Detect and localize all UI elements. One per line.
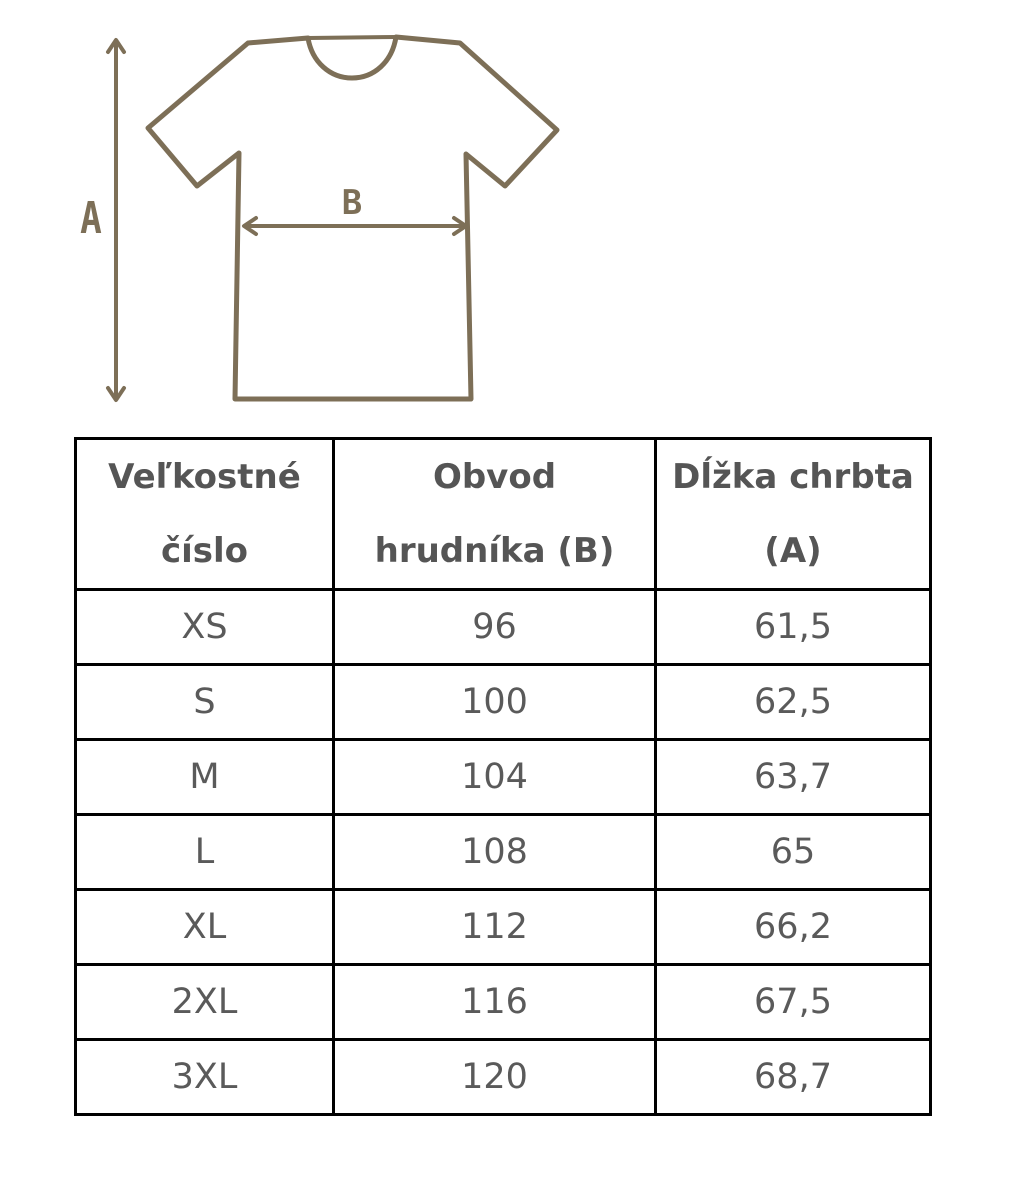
length-arrow xyxy=(108,40,124,400)
table-row xyxy=(76,890,931,965)
header-length xyxy=(656,439,931,590)
label-b: B xyxy=(341,183,363,223)
cell-size: 3XL xyxy=(76,1040,334,1115)
table-header-row xyxy=(76,439,931,590)
table-row xyxy=(76,965,931,1040)
size-chart-table xyxy=(74,437,932,1116)
cell-chest: 112 xyxy=(334,890,656,965)
cell-length: 65 xyxy=(656,815,931,890)
table-row xyxy=(76,740,931,815)
tshirt-illustration xyxy=(0,0,600,420)
cell-length: 61,5 xyxy=(656,590,931,665)
cell-size: 2XL xyxy=(76,965,334,1040)
table-row xyxy=(76,815,931,890)
cell-size: XL xyxy=(76,890,334,965)
table-row xyxy=(76,590,931,665)
cell-chest: 108 xyxy=(334,815,656,890)
label-a: A xyxy=(80,193,102,244)
cell-length: 63,7 xyxy=(656,740,931,815)
cell-chest: 100 xyxy=(334,665,656,740)
header-chest-line1: Obvod xyxy=(432,457,557,497)
cell-length: 67,5 xyxy=(656,965,931,1040)
header-size xyxy=(76,439,334,590)
collar-top-line xyxy=(308,37,396,38)
cell-chest: 104 xyxy=(334,740,656,815)
cell-chest: 120 xyxy=(334,1040,656,1115)
cell-size: S xyxy=(76,665,334,740)
cell-length: 68,7 xyxy=(656,1040,931,1115)
cell-size: L xyxy=(76,815,334,890)
cell-length: 66,2 xyxy=(656,890,931,965)
cell-length: 62,5 xyxy=(656,665,931,740)
cell-size: M xyxy=(76,740,334,815)
header-size-line2: číslo xyxy=(160,531,249,571)
header-chest-line2: hrudníka (B) xyxy=(374,531,615,571)
tshirt-size-diagram xyxy=(0,0,600,420)
cell-chest: 96 xyxy=(334,590,656,665)
header-length-line2: (A) xyxy=(764,531,822,571)
header-chest xyxy=(334,439,656,590)
cell-size: XS xyxy=(76,590,334,665)
header-length-line1: Dĺžka chrbta xyxy=(672,457,914,497)
table-row xyxy=(76,665,931,740)
header-size-line1: Veľkostné xyxy=(108,457,301,497)
table-row xyxy=(76,1040,931,1115)
cell-chest: 116 xyxy=(334,965,656,1040)
